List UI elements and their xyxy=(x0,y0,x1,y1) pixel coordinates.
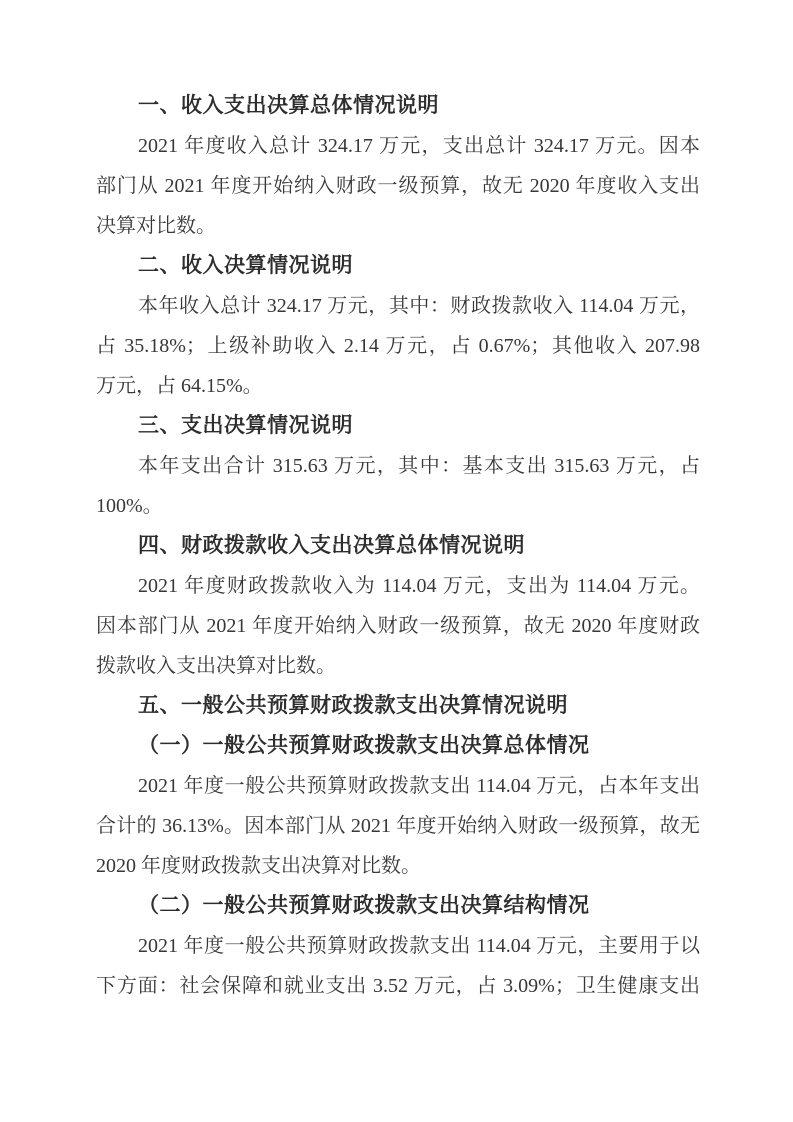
section-1-heading: 一、收入支出决算总体情况说明 xyxy=(138,94,439,117)
paragraph-line: 2021 年度一般公共预算财政拨款支出 114.04 万元，占本年支出 xyxy=(138,775,700,797)
paragraph-line: 因本部门从 2021 年度开始纳入财政一级预算，故无 2020 年度财政 xyxy=(96,615,700,637)
paragraph-line: 2021 年度收入总计 324.17 万元，支出总计 324.17 万元。因本 xyxy=(138,135,700,157)
paragraph-line: 100%。 xyxy=(96,495,163,517)
section-2-heading: 二、收入决算情况说明 xyxy=(138,254,353,277)
paragraph-line: 2020 年度财政拨款支出决算对比数。 xyxy=(96,855,421,877)
paragraph-line: 合计的 36.13%。因本部门从 2021 年度开始纳入财政一级预算，故无 xyxy=(96,815,700,837)
subsection-5-2-heading: （二）一般公共预算财政拨款支出决算结构情况 xyxy=(138,894,590,917)
paragraph-line: 部门从 2021 年度开始纳入财政一级预算，故无 2020 年度收入支出 xyxy=(96,175,700,197)
section-5-heading: 五、一般公共预算财政拨款支出决算情况说明 xyxy=(138,694,568,717)
paragraph-line: 拨款收入支出决算对比数。 xyxy=(96,655,336,677)
paragraph-line: 下方面：社会保障和就业支出 3.52 万元，占 3.09%；卫生健康支出 xyxy=(96,975,700,997)
section-3-heading: 三、支出决算情况说明 xyxy=(138,414,353,437)
paragraph-line: 占 35.18%；上级补助收入 2.14 万元，占 0.67%；其他收入 207.98 xyxy=(96,335,700,357)
paragraph-line: 2021 年度一般公共预算财政拨款支出 114.04 万元，主要用于以 xyxy=(138,935,700,957)
paragraph-line: 本年支出合计 315.63 万元，其中：基本支出 315.63 万元，占 xyxy=(138,455,700,477)
paragraph-line: 决算对比数。 xyxy=(96,215,216,237)
paragraph-line: 2021 年度财政拨款收入为 114.04 万元，支出为 114.04 万元。 xyxy=(138,575,700,597)
paragraph-line: 万元，占 64.15%。 xyxy=(96,375,263,397)
subsection-5-1-heading: （一）一般公共预算财政拨款支出决算总体情况 xyxy=(138,734,590,757)
paragraph-line: 本年收入总计 324.17 万元，其中：财政拨款收入 114.04 万元， xyxy=(138,295,700,317)
section-4-heading: 四、财政拨款收入支出决算总体情况说明 xyxy=(138,534,525,557)
